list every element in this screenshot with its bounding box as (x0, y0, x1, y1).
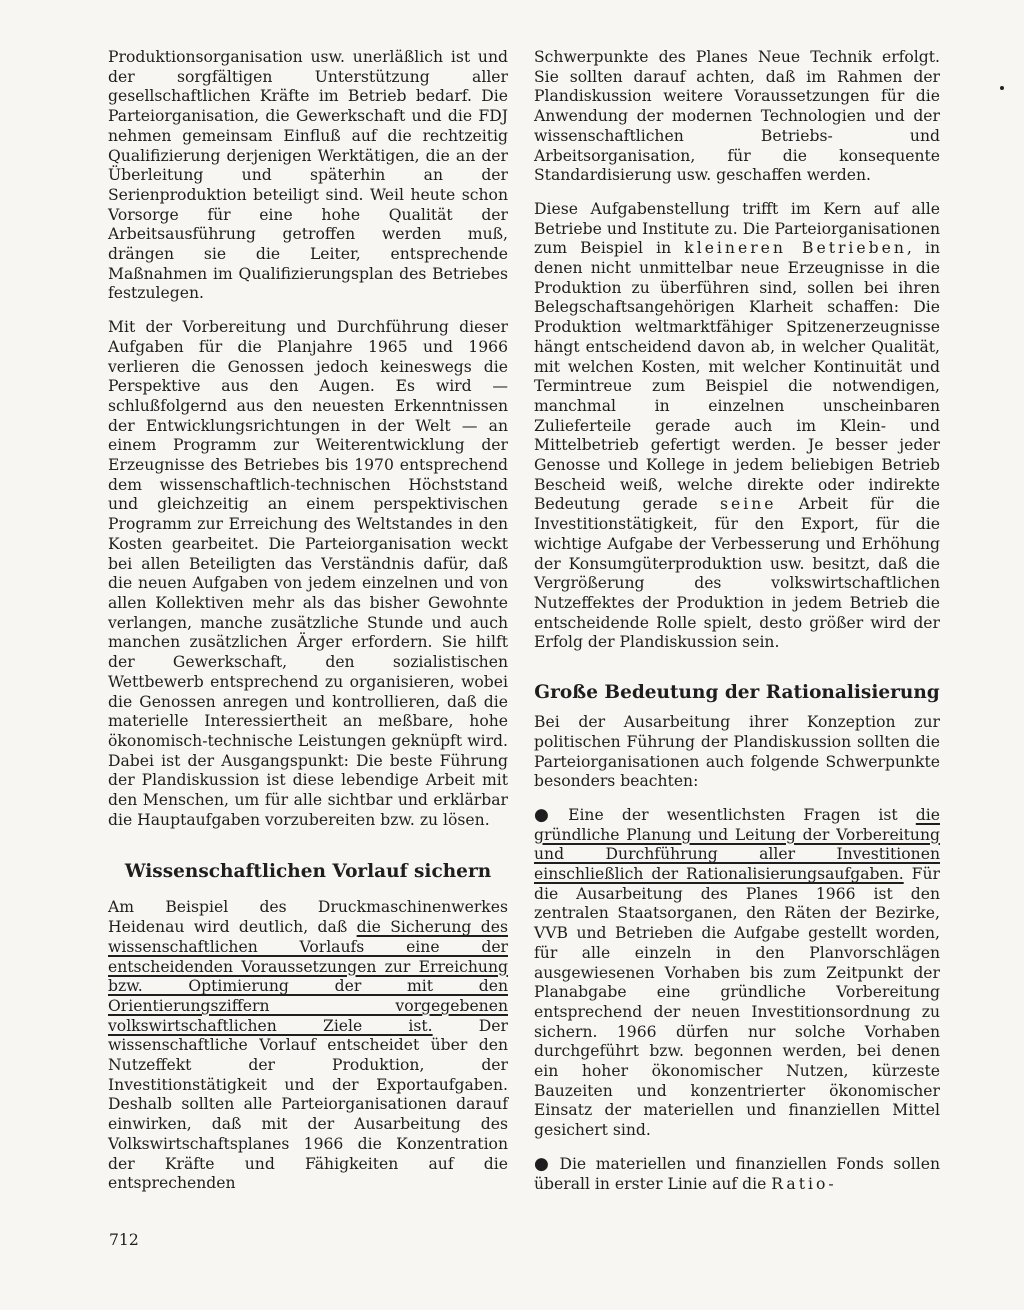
spaced-emphasis-ratio: Ratio- (771, 1174, 837, 1193)
left-paragraph-1: Produktionsorganisation usw. unerläßlich ist und der sorgfältigen Unterstützung aller gesellschaftlichen Kräfte im Betrieb bedarf. Die Parteiorganisation, die Gewerkschaft und die FDJ nehmen gemeinsam Einfluß auf die rechtzeitig Qualifizierung derjenigen Werktätigen, die an der Überleitung und späterhin an der Serienproduktion beteiligt sind. Weil heute schon Vorsorge für eine hohe Qualität der Arbeitsausführung getroffen werden muß, drängen sie die Leiter, entsprechende Maßnahmen im Qualifizierungsplan des Betriebes festzulegen. (108, 48, 508, 303)
right-paragraph-2-intro: Diese Aufgabenstellung trifft im Kern auf alle Betriebe und Institute zu. Die Parteiorganisationen zum Beispiel in (534, 199, 940, 258)
underlined-statement: die Sicherung des wissenschaftlichen Vorlaufs eine der entscheidenden Voraussetzungen zur Erreichung bzw. Optimierung der mit den Orientierungsziffern vorgegebenen volkswirtschaftlichen Ziele ist. (108, 918, 508, 1035)
right-paragraph-2-middle: , in denen nicht unmittelbar neue Erzeugnisse in die Produktion zu überführen sind, sollen bei ihren Belegschaftsangehörigen Klarheit schaffen: Die Produktion weltmarktfähiger Spitzenerzeugnisse hängt entscheidend davon ab, in welcher Qualität, mit welchen Kosten, mit welcher Kontinuität und Termintreue zum Beispiel die notwendigen, manchmal in einzelnen unscheinbaren Zulieferteile gerade auch im Klein- und Mittelbetrieb gefertigt werden. Je besser jeder Genosse und Kollege in jedem beliebigen Betrieb Bescheid weiß, welche direkte oder indirekte Bedeutung gerade (534, 239, 941, 514)
spaced-emphasis-kleineren-betrieben: kleineren Betrieben (684, 239, 907, 258)
bullet-1-rest: Für die Ausarbeitung des Planes 1966 ist den zentralen Staatsorganen, den Räten der Bezirke, VVB und Betrieben die Aufgabe gestellt worden, für alle einzeln in den Planvorschlägen ausgewiesenen Vorhaben bis zum Zeitpunkt der Planabgabe eine gründliche Vorbereitung entsprechend der neuen Investitionsordnung zu sichern. 1966 dürfen nur solche Vorhaben durchgeführt bzw. begonnen werden, bei denen ein hoher ökonomischer Nutzen, kürzeste Bauzeiten und konzentrierter ökonomischer Einsatz der materiellen und finanziellen Mittel gesichert sind. (534, 865, 940, 1140)
section-heading-rationalisierung: Große Bedeutung der Rationalisierung (534, 682, 940, 704)
left-paragraph-3-intro: Am Beispiel des Druckmaschinenwerkes Heidenau wird deutlich, daß (108, 898, 508, 937)
bullet-paragraph-investitionen (534, 806, 940, 1141)
underlined-statement-investitionen: die gründliche Planung und Leitung der Vorbereitung und Durchführung aller Investitionen einschließlich der Rationalisierungsaufgaben. (534, 805, 940, 884)
right-paragraph-2-end: Arbeit für die Investitionstätigkeit, für den Export, für die wichtige Aufgabe der Verbesserung und Erhöhung der Konsumgüterproduktion usw. besitzt, daß die Vergrößerung des volkswirtschaftlichen Nutzeffektes der Produktion in jedem Betrieb die entscheidende Rolle spielt, desto größer wird der Erfolg der Plandiskussion sein. (534, 495, 940, 652)
left-paragraph-3-rest: Der wissenschaftliche Vorlauf entscheidet über den Nutzeffekt der Produktion, der Investitionstätigkeit und der Exportaufgaben. Deshalb sollten alle Parteiorganisationen darauf einwirken, daß mit der Ausarbeitung des Volkswirtschaftsplanes 1966 die Konzentration der Kräfte und Fähigkeiten auf die entsprechenden (108, 1016, 508, 1193)
right-paragraph-2 (534, 200, 940, 653)
left-paragraph-3 (108, 898, 508, 1194)
left-paragraph-2: Mit der Vorbereitung und Durchführung dieser Aufgaben für die Planjahre 1965 und 1966 verlieren die Genossen jedoch keineswegs die Perspektive aus den Augen. Es wird — schlußfolgernd aus den neuesten Erkenntnissen der Entwicklungsrichtungen in der Welt — an einem Programm zur Weiterentwicklung der Erzeugnisse des Betriebes bis 1970 entsprechend dem wissenschaftlich-technischen Höchststand und gleichzeitig an einem perspektivischen Programm zur Erreichung des Weltstandes in den Kosten gearbeitet. Die Parteiorganisation weckt bei allen Beteiligten das Verständnis dafür, daß die neuen Aufgaben von jedem einzelnen und von allen Kollektiven mehr als das bisher Gewohnte verlangen, manche zusätzliche Stunde und auch manchen zusätzlichen Ärger erfordern. Sie hilft der Gewerkschaft, den sozialistischen Wettbewerb entsprechend zu organisieren, wobei die Genossen anregen und kontrollieren, daß die materielle Interessiertheit an meßbare, hohe ökonomisch-technische Leistungen geknüpft wird. Dabei ist der Ausgangspunkt: Die beste Führung der Plandiskussion ist diese lebendige Arbeit mit den Menschen, um für alle sichtbar und erklärbar die Hauptaufgaben vorzubereiten bzw. zu lösen. (108, 318, 508, 829)
page-number: 712 (109, 1231, 139, 1249)
section-heading-vorlauf: Wissenschaftlichen Vorlauf sichern (124, 861, 492, 883)
left-column (108, 48, 508, 1194)
margin-mark (1000, 86, 1004, 90)
spaced-emphasis-seine: seine (720, 495, 777, 514)
right-paragraph-1: Schwerpunkte des Planes Neue Technik erfolgt. Sie sollten darauf achten, daß im Rahmen der Plandiskussion weitere Voraussetzungen für die Anwendung der modernen Technologien und der wissenschaftlichen Betriebs- und Arbeitsorganisation, für die konsequente Standardisierung usw. geschaffen werden. (534, 48, 940, 185)
right-column (534, 48, 940, 1194)
right-paragraph-3: Bei der Ausarbeitung ihrer Konzeption zur politischen Führung der Plandiskussion sollten die Parteiorganisationen auch folgende Schwerpunkte besonders beachten: (534, 713, 940, 791)
bullet-2-text: Die materiellen und finanziellen Fonds sollen überall in erster Linie auf die (534, 1154, 940, 1193)
bullet-paragraph-fonds (534, 1155, 940, 1194)
bullet-1-intro: Eine der wesentlichsten Fragen ist (568, 805, 916, 824)
